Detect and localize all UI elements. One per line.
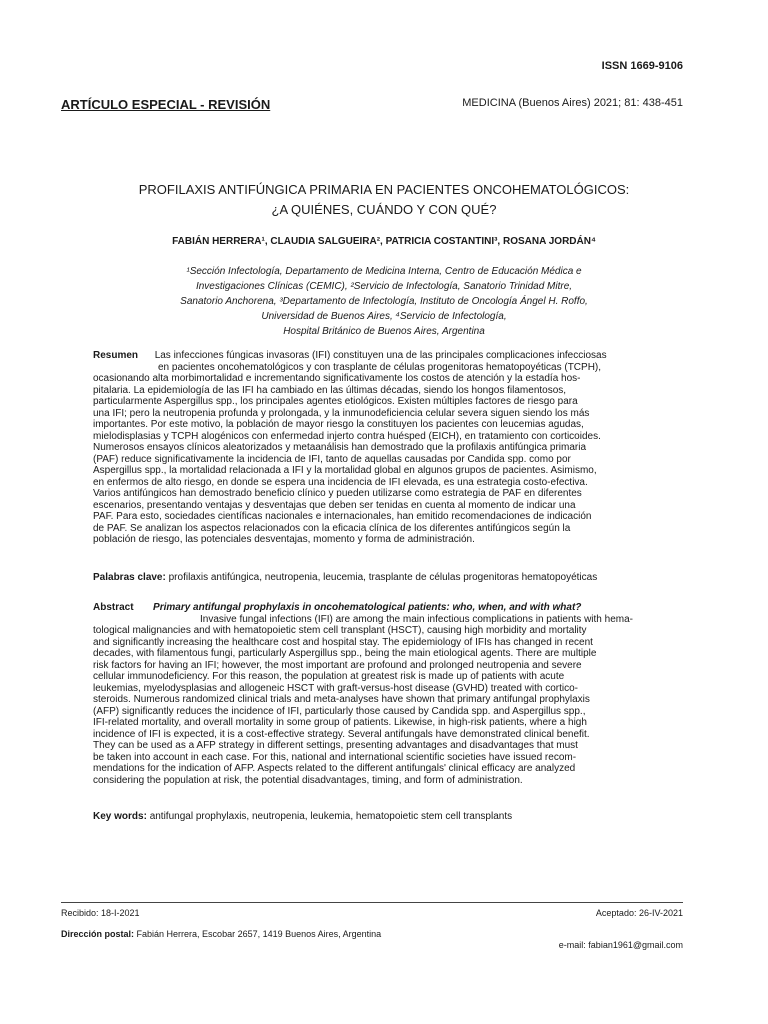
- abstract-line: IFI-related mortality, and overall mortality in some group of patients. Likewise, in high-risk patients, where a high: [93, 717, 587, 728]
- affil-line: ¹Sección Infectología, Departamento de Medicina Interna, Centro de Educación Médica e: [186, 266, 582, 277]
- abstract-line: be taken into account in each case. For this, national and international scientific societies have issued recom-: [93, 751, 577, 763]
- resumen-line: particularmente Aspergillus spp., los principales agentes etiológicos. Existen múltiples factores de riesgo para: [93, 396, 578, 407]
- abstract-title: Primary antifungal prophylaxis in oncohematological patients: who, when, and with what?: [153, 602, 582, 613]
- affil-line: Sanatorio Anchorena, ³Departamento de Infectología, Instituto de Oncología Ángel H. Roffo,: [180, 296, 588, 307]
- resumen-line: importantes. Por este motivo, la población de mayor riesgo la constituyen los pacientes con leucemias agudas,: [93, 419, 584, 430]
- resumen-line-first: Resumen Las infecciones fúngicas invasoras (IFI) constituyen una de las principales complicaciones infecciosas: [93, 350, 607, 361]
- affiliations: [61, 264, 707, 339]
- abstract-line: cellular immunodeficiency. For this reason, the population at greatest risk is made up of patients with acute: [93, 671, 565, 682]
- abstract-line: incidence of IFI is expected, it is a cost-effective strategy. Several antifungals have demonstrated clinical benefit.: [93, 728, 590, 740]
- abstract-block: [93, 602, 650, 786]
- abstract-line: (AFP) significantly reduces the incidence of IFI, particularly those caused by Candida spp. and Aspergillus spp.,: [93, 705, 586, 717]
- resumen-line: pitalaria. La epidemiología de las IFI ha cambiado en las últimas décadas, siendo los hongos filamentosos,: [93, 384, 567, 396]
- abstract-head: [93, 602, 650, 614]
- resumen-line: Varios antifúngicos han demostrado beneficio clínico y pueden utilizarse como estrategia de PAF en diferentes: [93, 488, 582, 499]
- contact-email[interactable]: e-mail: fabian1961@gmail.com: [558, 940, 683, 950]
- palabras-clave-text: profilaxis antifúngica, neutropenia, leucemia, trasplante de células progenitoras hematopoyéticas: [168, 572, 598, 583]
- key-words-label: Key words:: [93, 811, 147, 822]
- postal-address: [61, 929, 381, 939]
- abstract-line: and significantly increasing the healthcare cost and hospital stay. The epidemiology of IFIs has changed in recent: [93, 636, 593, 648]
- received-date: Recibido: 18-I-2021: [61, 908, 140, 918]
- abstract-line: mendations for the indication of AFP. Aspects related to the different antifungals' clinical efficacy are analyzed: [93, 763, 576, 774]
- abstract-line: leukemias, myelodysplasias and allogeneic HSCT with graft-versus-host disease (GVHD) treated with cortico-: [93, 682, 579, 694]
- resumen-line: ocasionando alta morbimortalidad e incrementando significativamente los costos de atención y la estadía hos-: [93, 373, 581, 384]
- key-words: [93, 811, 512, 822]
- article-title: [61, 180, 707, 220]
- resumen-line: en pacientes oncohematológicos y con trasplante de células progenitoras hematopoyéticas (TCPH),: [158, 361, 602, 373]
- resumen-line: en enfermos de alto riesgo, en donde se espera una incidencia de IFI elevada, es una estrategia costo-efectiva.: [93, 476, 588, 488]
- authors: FABIÁN HERRERA¹, CLAUDIA SALGUEIRA², PATRICIA COSTANTINI³, ROSANA JORDÁN⁴: [172, 236, 596, 247]
- resumen-line: escenarios, presentando ventajas y desventajas que deben ser tenidas en cuenta al momento de indicar una: [93, 499, 576, 511]
- journal-citation: MEDICINA (Buenos Aires) 2021; 81: 438-451: [462, 97, 683, 109]
- resumen-line: Aspergillus spp., la mortalidad relacionada a IFI y la mortalidad global en algunos grupos de pacientes. Asimismo,: [93, 465, 597, 476]
- abstract-line: tological malignancies and with hematopoietic stem cell transplant (HSCT), causing high morbidity and mortality: [93, 625, 587, 636]
- affil-line: Investigaciones Clínicas (CEMIC), ²Servicio de Infectología, Sanatorio Trinidad Mitre,: [195, 281, 573, 292]
- abstract-label: Abstract: [93, 602, 134, 613]
- resumen-label: Resumen: [93, 350, 139, 361]
- accepted-date: Aceptado: 26-IV-2021: [595, 908, 683, 918]
- key-words-text: antifungal prophylaxis, neutropenia, leukemia, hematopoietic stem cell transplants: [149, 811, 513, 822]
- palabras-clave: [93, 572, 597, 583]
- title-line-2: ¿A QUIÉNES, CUÁNDO Y CON QUÉ?: [271, 202, 497, 217]
- section-label: ARTÍCULO ESPECIAL - REVISIÓN: [61, 97, 271, 112]
- affil-line: Universidad de Buenos Aires, ⁴Servicio de Infectología,: [261, 311, 507, 322]
- resumen-line: PAF. Para esto, sociedades científicas nacionales e internacionales, han emitido recomendaciones de indicación: [93, 511, 592, 522]
- resumen-line: de PAF. Se analizan los aspectos relacionados con la eficacia clínica de los diferentes antifúngicos según la: [93, 522, 571, 534]
- abstract-line: considering the population at risk, the potential disadvantages, timing, and form of administration.: [93, 774, 523, 786]
- resumen-line: Numerosos ensayos clínicos aleatorizados y metaanálisis han demostrado que la profilaxis antifúngica primaria: [93, 442, 587, 453]
- resumen-line: mielodisplasias y TCPH alogénicos con enfermedad injerto contra huésped (EICH), en tratamiento con corticoides.: [93, 430, 601, 442]
- affil-line: Hospital Británico de Buenos Aires, Argentina: [283, 326, 485, 337]
- abstract-line: They can be used as a AFP strategy in different settings, presenting advantages and disadvantages that must: [93, 740, 578, 751]
- resumen-line: población de riesgo, las potenciales desventajas, momento y forma de administración.: [93, 534, 475, 545]
- resumen-block: [93, 350, 650, 546]
- resumen-line: una IFI; pero la neutropenia profunda y prolongada, y la inmunodeficiencia celular severa siguen siendo los más: [93, 407, 590, 419]
- resumen-line: (PAF) reduce significativamente la incidencia de IFI, tanto de aquellas causadas por Candida spp. como por: [93, 453, 571, 465]
- abstract-line: steroids. Numerous randomized clinical trials and meta-analyses have shown that primary antifungal prophylaxis: [93, 694, 590, 705]
- footer-divider: [61, 902, 683, 903]
- postal-address-label: Dirección postal:: [61, 929, 135, 939]
- abstract-line: decades, with filamentous fungi, particularly Aspergillus spp., being the main etiological agents. There are multiple: [93, 648, 597, 659]
- title-line-1: PROFILAXIS ANTIFÚNGICA PRIMARIA EN PACIENTES ONCOHEMATOLÓGICOS:: [138, 182, 630, 197]
- palabras-clave-label: Palabras clave:: [93, 572, 166, 583]
- abstract-line: risk factors for having an IFI; however, the most important are profound and prolonged neutropenia and severe: [93, 659, 582, 671]
- abstract-line: Invasive fungal infections (IFI) are among the main infectious complications in patients with hema-: [200, 613, 633, 625]
- issn: ISSN 1669-9106: [601, 60, 683, 72]
- postal-address-text: Fabián Herrera, Escobar 2657, 1419 Buenos Aires, Argentina: [136, 929, 382, 939]
